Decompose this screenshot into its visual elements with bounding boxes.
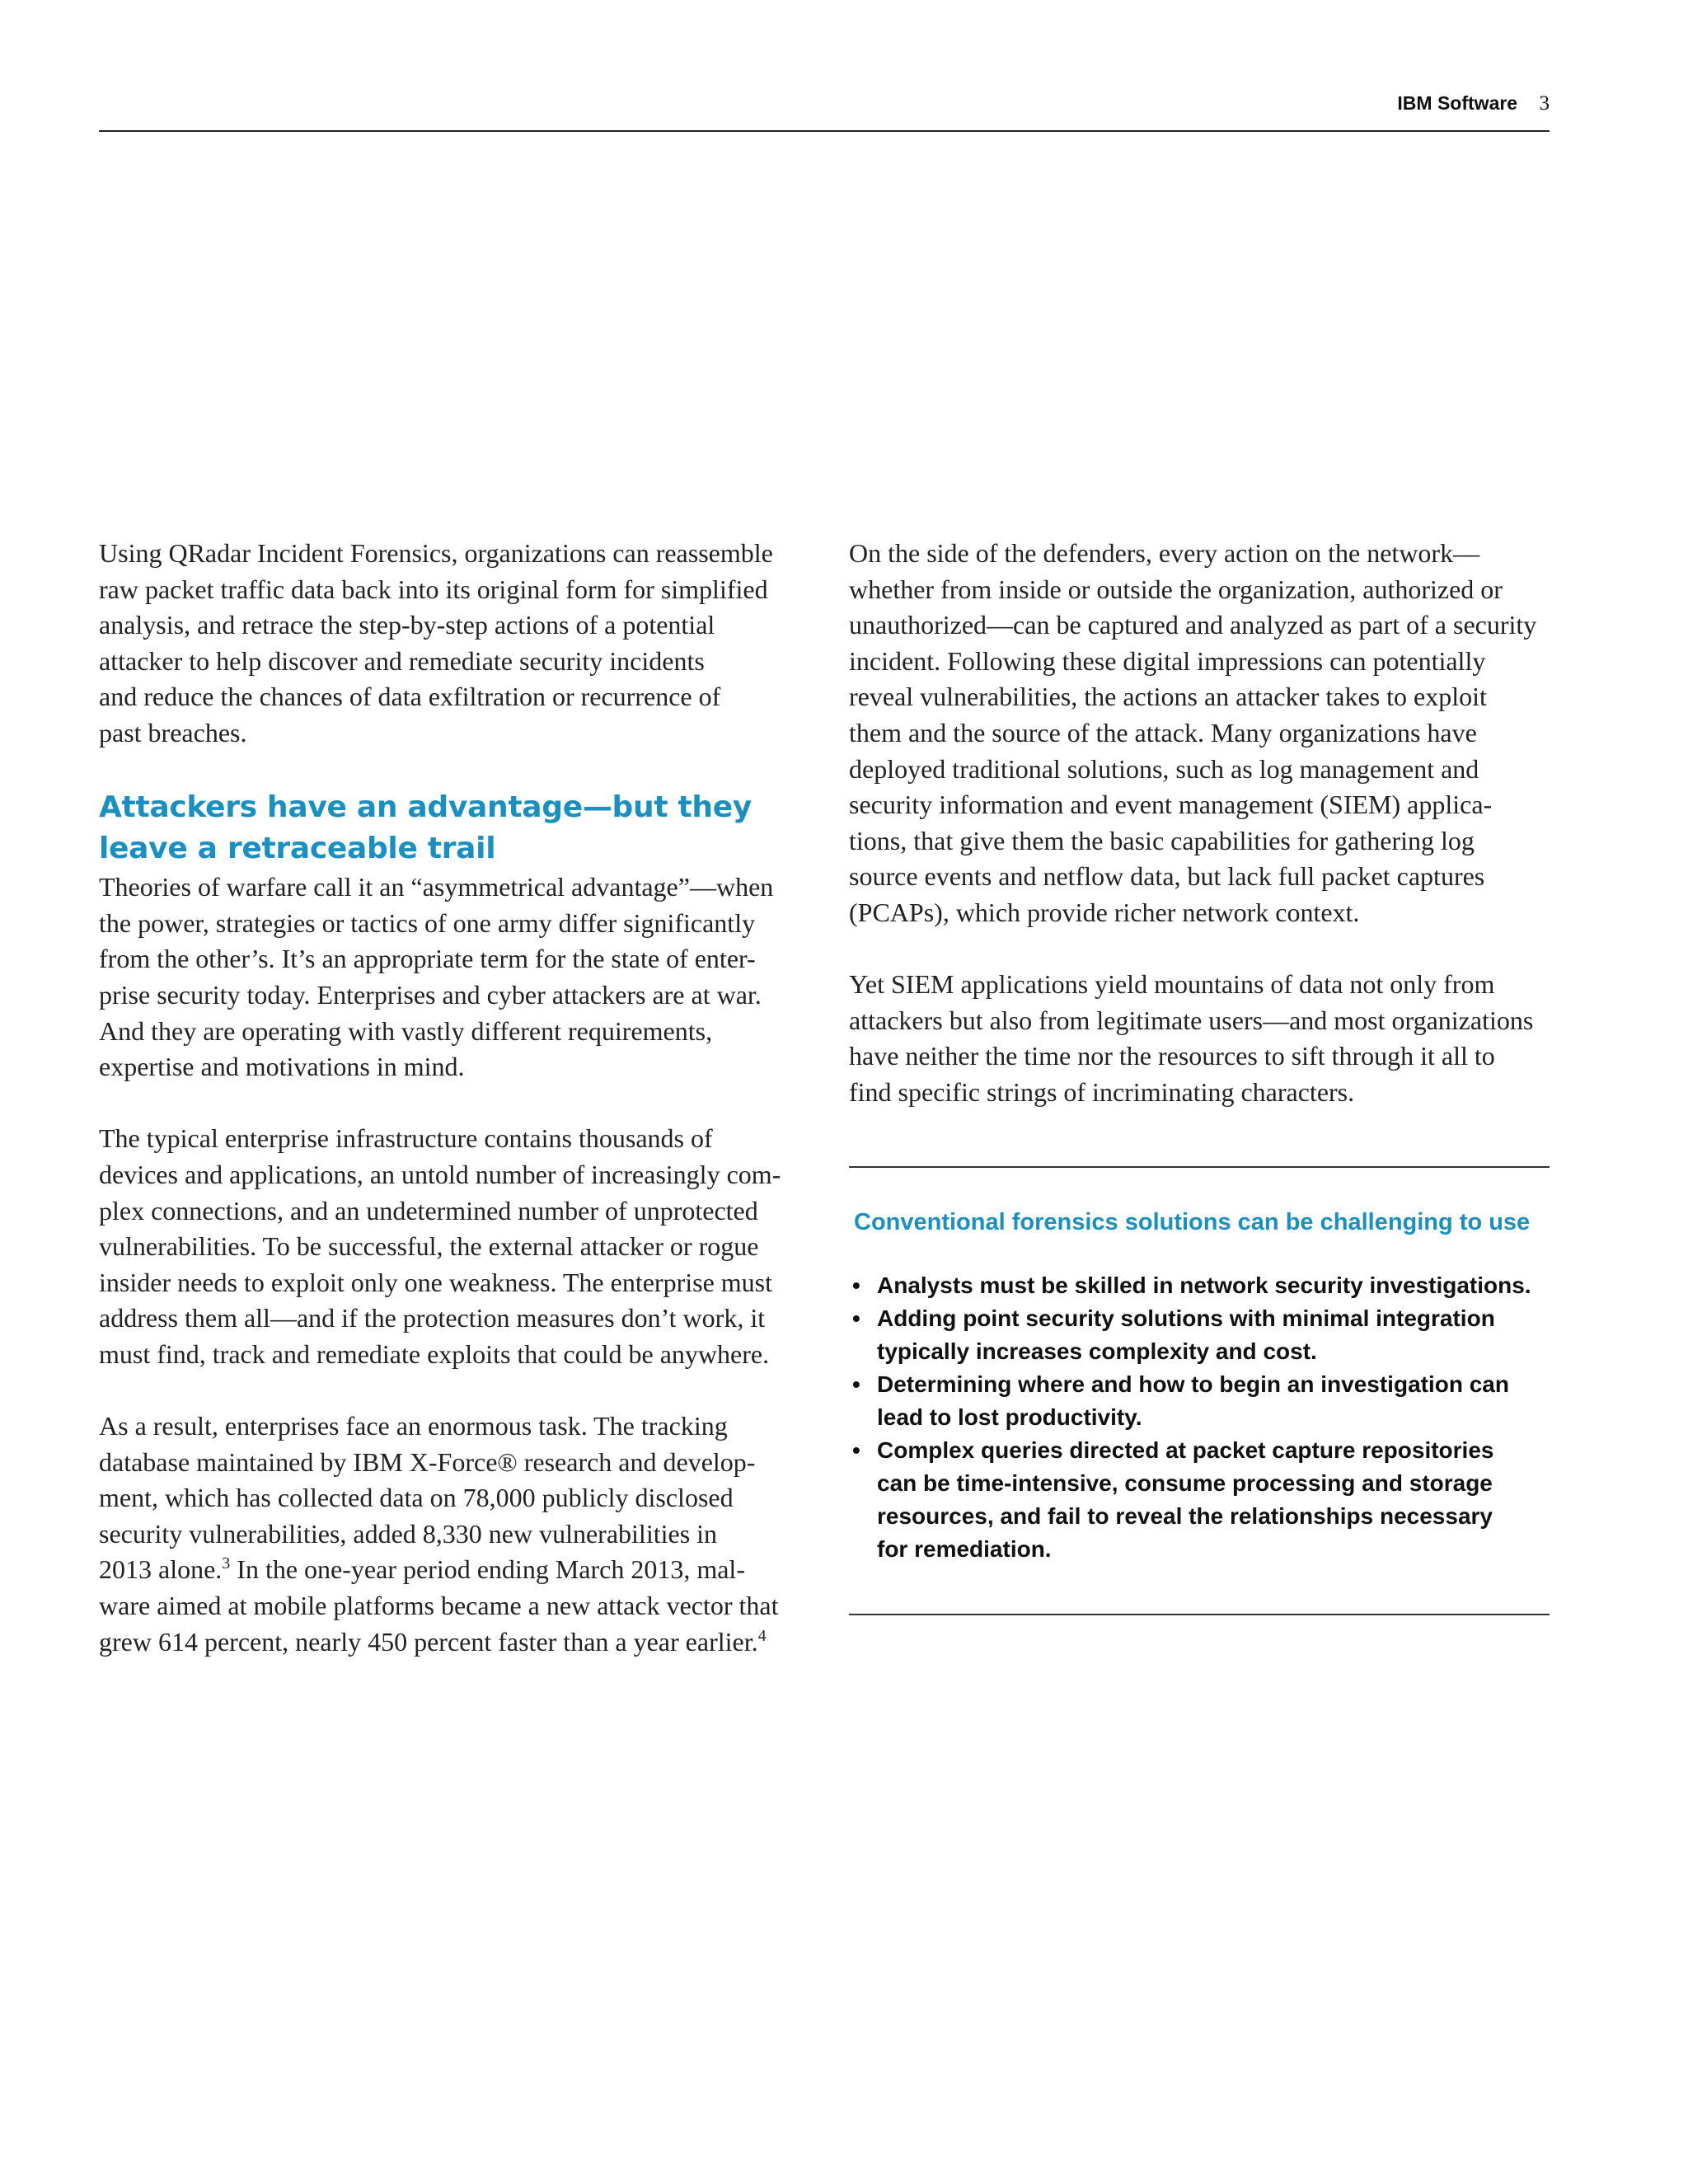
footnote-4: 4	[757, 1626, 767, 1645]
sidebar-title: Conventional forensics solutions can be challenging to use	[854, 1209, 1531, 1235]
right-column	[849, 536, 1550, 1111]
bullet-icon: •	[852, 1371, 860, 1397]
list-item-text: Adding point security solutions with minimal integration typically increases complexity and cost.	[877, 1305, 1495, 1364]
sidebar-bottom-rule	[849, 1614, 1550, 1615]
sidebar-list	[849, 1269, 1550, 1566]
list-item	[852, 1302, 1550, 1368]
list-item	[852, 1434, 1550, 1566]
list-item-text: Complex queries directed at packet capture repositories can be time-intensive, consume processing and storage resources, and fail to reveal the relationships necessary for remediation.	[877, 1437, 1494, 1562]
header-rule	[99, 130, 1550, 132]
xforce-text-a: As a result, enterprises face an enormous task. The tracking database maintained by IBM X-Force® research and develop- ment, which has collected data on 78,000 publicly disclosed security vulnerabilities, added 8,330 new vulnerabilities in 2013 alone.	[99, 1411, 756, 1585]
bullet-icon: •	[852, 1272, 860, 1298]
left-column	[99, 536, 799, 1660]
list-item-text: Determining where and how to begin an investigation can lead to lost productivity.	[877, 1371, 1509, 1430]
list-item-text: Analysts must be skilled in network security investigations.	[877, 1272, 1531, 1298]
siem-paragraph: Yet SIEM applications yield mountains of data not only from attackers but also from legitimate users—and most organizations have neither the time nor the resources to sift through it all to find specific strings of incriminating characters.	[849, 969, 1534, 1107]
xforce-paragraph	[99, 1408, 799, 1660]
sidebar-top-rule	[849, 1166, 1550, 1168]
section-heading: Attackers have an advantage—but they leave a retraceable trail	[99, 790, 753, 866]
xforce-text-b: In the one-year period ending March 2013, mal- ware aimed at mobile platforms became a new attack vector that grew 614 percent, nearly 450 percent faster than a year earlier.	[99, 1554, 779, 1657]
footnote-3: 3	[222, 1554, 231, 1573]
bullet-icon: •	[852, 1437, 860, 1463]
list-item	[852, 1368, 1550, 1434]
infrastructure-paragraph: The typical enterprise infrastructure contains thousands of devices and applications, an untold number of increasingly com- plex connections, and an undetermined number of unprotected vulnerabilities. To be successful, the external attacker or rogue insider needs to exploit only one weakness. The enterprise must address them all—and if the protection measures don’t work, it must find, track and remediate exploits that could be anywhere.	[99, 1123, 781, 1369]
page-header	[1397, 92, 1550, 115]
intro-paragraph: Using QRadar Incident Forensics, organizations can reassemble raw packet traffic data back into its original form for simplified analysis, and retrace the step-by-step actions of a potential attacker to help discover and remediate security incidents and reduce the chances of data exfiltration or recurrence of past breaches.	[99, 538, 773, 748]
sidebar-box	[849, 1166, 1550, 1615]
page-number: 3	[1539, 92, 1550, 115]
defenders-paragraph: On the side of the defenders, every action on the network— whether from inside or outside the organization, authorized or unauthorized—can be captured and analyzed as part of a security incident. Following these digital impressions can potentially reveal vulnerabilities, the actions an attacker takes to exploit them and the source of the attack. Many organizations have deployed traditional solutions, such as log management and security information and event management (SIEM) applica- tions, that give them the basic capabilities for gathering log source events and netflow data, but lack full packet captures (PCAPs), which provide richer network context.	[849, 538, 1537, 927]
warfare-paragraph: Theories of warfare call it an “asymmetrical advantage”—when the power, strategies or tactics of one army differ significantly from the other’s. It’s an appropriate term for the state of enter- prise security today. Enterprises and cyber attackers are at war. And they are operating with vastly different requirements, expertise and motivations in mind.	[99, 872, 774, 1082]
list-item	[852, 1269, 1550, 1302]
header-brand: IBM Software	[1397, 92, 1518, 114]
bullet-icon: •	[852, 1305, 860, 1331]
